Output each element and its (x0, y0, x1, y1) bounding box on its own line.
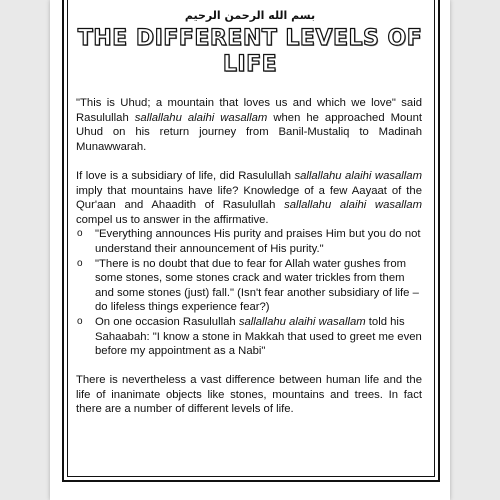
honorific-italic: sallallahu alaihi wasallam (134, 111, 268, 124)
list-item-text: "There is no doubt that due to fear for Allah water gushes from some stones, some stones crack and water trickles from them and some stones (just) fall." (Isn't fear another subsidiary of life – do lifeless things experience fear?) (95, 257, 419, 314)
list-item (76, 257, 422, 315)
paragraph-love-life (76, 169, 422, 227)
paragraph-text: "This is Uhud; a mountain that loves us and which we love" said Rasulullah (76, 97, 422, 124)
evidence-list (76, 227, 422, 358)
bullet-circle-icon: o (77, 228, 83, 240)
honorific-italic: sallallahu alaihi wasallam (294, 169, 422, 182)
list-item-text: "Everything announces His purity and praises Him but you do not understand their announcement of His purity." (95, 228, 421, 255)
list-item-text: On one occasion Rasulullah (95, 315, 239, 328)
bullet-circle-icon: o (77, 315, 83, 327)
bismillah-heading: بسم الله الرحمن الرحيم (184, 9, 316, 22)
honorific-italic: sallallahu alaihi wasallam (284, 199, 423, 212)
document-page (50, 0, 450, 500)
list-item (76, 227, 422, 256)
paragraph-text: when he approached Mount Uhud on his return journey from Banil-Mustaliq to Madinah Munawwarah. (76, 111, 423, 153)
list-item (76, 315, 422, 359)
paragraph-uhud (76, 96, 422, 154)
paragraph-text: compel us to answer in the affirmative. (76, 213, 269, 226)
paragraph-levels: There is nevertheless a vast difference between human life and the life of inanimate objects like stones, mountains and trees. In fact there are a number of different levels of life. (76, 374, 422, 416)
article-body (76, 96, 422, 432)
page-title: THE DIFFERENT LEVELS OF LIFE (77, 26, 423, 77)
paragraph-text: imply that mountains have life? Knowledge of a few Aayaat of the Qur'aan and Ahaadith of Rasulullah (76, 184, 422, 212)
honorific-italic: sallallahu alaihi wasallam (238, 315, 366, 328)
bullet-circle-icon: o (77, 257, 83, 269)
paragraph-text: If love is a subsidiary of life, did Rasulullah (76, 169, 295, 182)
list-item-text: told his Sahaabah: "I know a stone in Makkah that used to greet me even before my appointment as a Nabi" (95, 315, 422, 358)
